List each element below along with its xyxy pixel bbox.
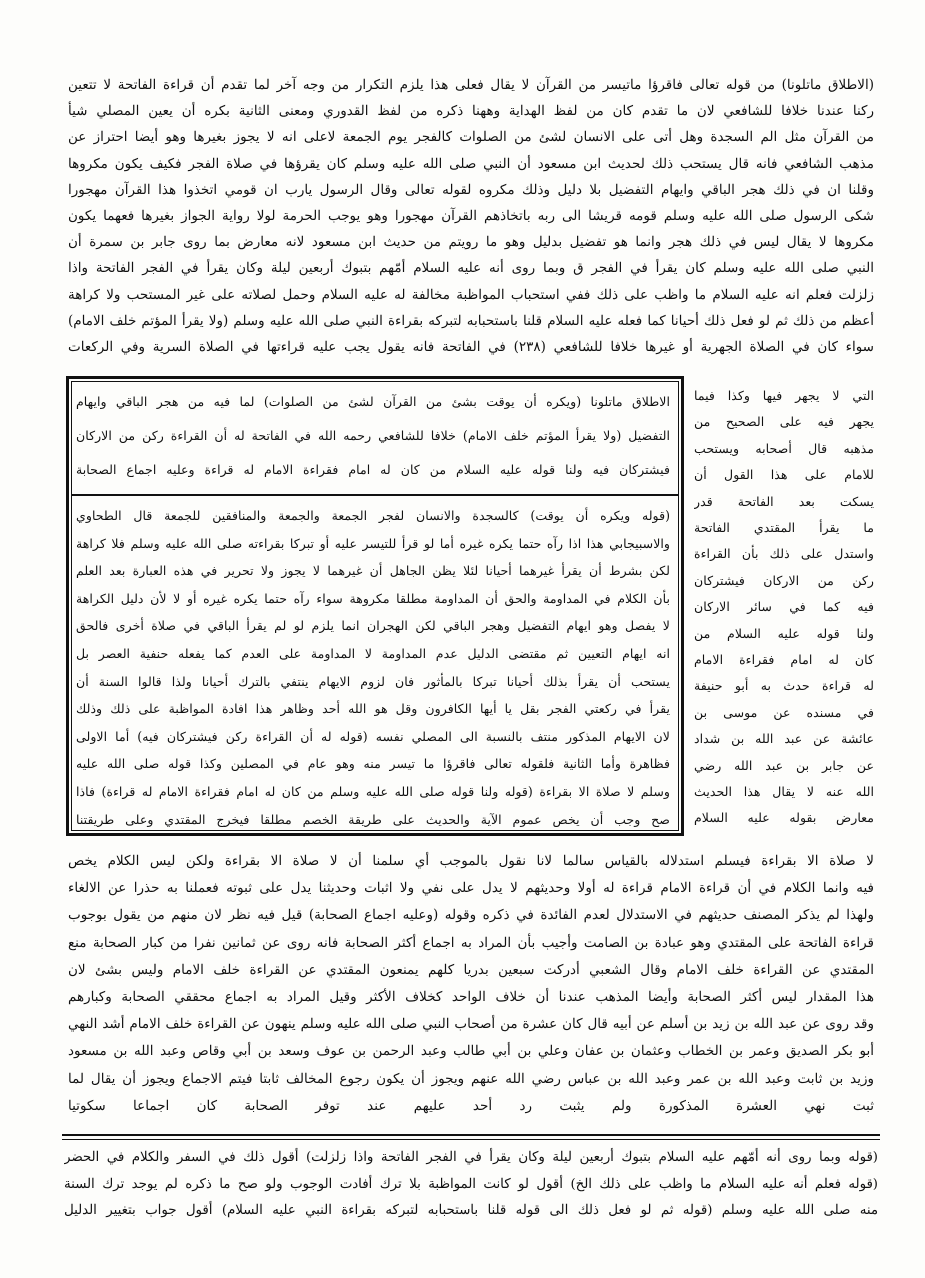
commentary-line: ركنا عندنا خلافا للشافعي لان ما تقدم كان من لفظ الهداية وههنا ذكره من لفظ القدوري ومعنى الثانية بكره أن يعين المصلي شيأ	[68, 103, 874, 120]
side-commentary-line: ركن من الاركان فيشتركان	[694, 572, 874, 588]
commentary-line: وقلنا ان في ذلك هجر الباقي وايهام التفضيل بلا دليل وذلك مكروه لقوله تعالى وقال الرسول يارب ان قومي اتخذوا هذا القرآن مهجورا	[68, 181, 874, 198]
footnote-separator	[62, 1134, 880, 1136]
commentary-line: وزيد بن ثابت وعبد الله بن عمر وعبد الله بن عباس رضي الله عنهم ويجوز أن يكون رجوع المخالف ثابتا فيتم الاجماع ويجوز أن يقال لما	[68, 1070, 874, 1087]
side-commentary-line: عائشة عن عبد الله بن شداد	[694, 731, 874, 747]
matn-line: فيشتركان فيه ولنا قوله عليه السلام من كان له امام فقراءة الامام له قراءة وعليه اجماع الصحابة	[76, 462, 670, 477]
matn-line: التفضيل (ولا يقرأ المؤتم خلف الامام) خلافا للشافعي رحمه الله في الفاتحة له أن القراءة ركن من الاركان	[76, 428, 670, 443]
gloss-line: بأن الكلام في المداومة والحق أن المداومة مطلقا مكروهة سواء رآه حتما يكره غيره أو لا لأن دليل الكراهة	[76, 590, 670, 606]
commentary-line: المقتدي عن القراءة خلف الامام وقال الشعبي أدركت سبعين بدريا كلهم يمنعون المقتدي عن القراءة خلف الامام وليس بشئ لان	[68, 961, 874, 978]
commentary-line: شكى الرسول صلى الله عليه وسلم قومه قريشا الى ربه باتخاذهم القرآن مهجورا وهو يوجب الحرمة لولا رواية الجواز بغيرها فعهما يكون	[68, 208, 874, 224]
matn-line: الاطلاق ماتلونا (ويكره أن يوقت بشئ من القرآن لشئ من الصلوات) لما فيه من هجر الباقي وايهام	[76, 394, 670, 409]
side-commentary-line: التي لا يجهر فيها وكذا فيما	[694, 388, 874, 403]
side-commentary-line: يسكت بعد الفاتحة قدر	[694, 493, 874, 509]
footnote-line: (قوله فعلم أنه عليه السلام ما واظب على ذلك الخ) أقول لو كانت المواظبة بلا ترك أفادت الوجوب ولو صح ما ذكره لم يوجد ترك السنة	[64, 1176, 878, 1192]
gloss-line: يقرأ في ركعتي الفجر بقل يا أيها الكافرون وقل هو الله أحد وظاهر هذا افادة المواظبة على ذلك وذلك	[76, 701, 670, 717]
footnote-line: منه صلى الله عليه وسلم (قوله ثم لو فعل ذلك الى قوله قلنا باستحبابه لتبركه بقراءة النبي عليه السلام) أقول جواب بتغيير الدليل	[64, 1203, 878, 1218]
commentary-line: لا صلاة الا بقراءة فيسلم استدلاله بالقياس سالما لانا نقول بالموجب أي سلمنا أن لا صلاة الا بقراءة ولكن ليس الكلام يخص	[68, 853, 874, 869]
commentary-line: أبو بكر الصديق وعمر بن الخطاب وعثمان بن عفان وعلي بن أبي طالب وعبد الرحمن بن عوف وسعد بن أبي وقاص وعبد الله بن مسعود	[68, 1043, 874, 1060]
commentary-line: زلزلت فعلم انه عليه السلام ما واظب على ذلك ففي استحباب المواظبة مخالفة له عليه السلام وحمل لصلاته على غير المستحب ولا كراهة	[68, 286, 874, 303]
commentary-line: ولهذا لم يذكر المصنف حديثهم في الاستدلال لعدم الفائدة في ذكره وقوله (وعليه اجماع الصحابة) قيل فيه نظر لان منهم من يقول بوجوب	[68, 907, 874, 924]
side-commentary-line: له قراءة حدث به أبو حنيفة	[694, 678, 874, 694]
side-commentary-line: ما يقرأ المقتدي الفاتحة	[694, 520, 874, 535]
side-commentary-line: يجهر فيه على الصحيح من	[694, 414, 874, 430]
gloss-line: يستحب أن يقرأ بذلك أحيانا تبركا بالمأثور فان لزوم الايهام ينتفي بالترك أحيانا ولذا قالوا السنة أن	[76, 673, 670, 689]
gloss-line: لا يفصل وهو ايهام التفضيل وهجر الباقي لكن الهجران انما يلزم لو لم يقرأ الباقي في صلاة أخرى فالحق	[76, 618, 670, 634]
commentary-line: مكروها لا يقال ليس في ذلك هجر وانما هو تفضيل بدليل وهو ما رويتم من حديث ابن مسعود لانه معارض بما روى جابر بن سمرة أن	[68, 234, 874, 251]
side-commentary-line: كان له امام فقراءة الامام	[694, 652, 874, 667]
commentary-line: وقد روى عن عبد الله بن زيد بن أسلم عن أبيه قال كان عشرة من أصحاب النبي صلى الله عليه وسلم ينهون عن القراءة خلف الامام أشد النهي	[68, 1016, 874, 1033]
side-commentary-line: للامام على هذا القول أن	[694, 467, 874, 483]
side-commentary-line: فيه كما في سائر الاركان	[694, 599, 874, 615]
commentary-line: فيه وانما الكلام في أن قراءة الامام قراءة له أولا وحديثهم لا يدل على نفي ولا اثبات وحديثنا يدل على ثبوته فعملنا به حذرا عن الالغاء	[68, 880, 874, 897]
side-commentary-line: عن جابر بن عبد الله رضي	[694, 757, 874, 773]
side-commentary-line: ولنا قوله عليه السلام من	[694, 625, 874, 641]
commentary-line: سواء كان في الصلاة الجهرية أو غيرها خلافا للشافعي (٢٣٨) في الفاتحة فانه يقول يجب عليه قراءتها في الصلاة السرية وفي الركعات	[68, 339, 874, 355]
commentary-line: قراءة الفاتحة على المقتدي وهو عبادة بن الصامت وأجيب بأن المراد به اجماع أكثر الصحابة فانه روى عن ثمانين نفرا من كبار الصحابة منع	[68, 934, 874, 951]
side-commentary-line: معارض بقوله عليه السلام	[694, 810, 874, 826]
commentary-line: النبي صلى الله عليه وسلم كان يقرأ في الفجر ق وبما روى أنه عليه السلام أمّهم بتبوك أربعين ليلة وكان يقرأ في الفجر الفاتحة واذا	[68, 260, 874, 277]
footnote-line: (قوله وبما روى أنه أمّهم عليه السلام بتبوك أربعين ليلة وكان يقرأ في الفجر الفاتحة واذا زلزلت) أقول ذلك في السفر والكلام في الحضر	[64, 1150, 878, 1165]
gloss-line: لان الايهام المذكور منتف بالنسبة الى المصلي نفسه (قوله له أن القراءة ركن فيشتركان فيه) أما الاولى	[76, 728, 670, 744]
gloss-line: صح وجب أن يخص عموم الآية والحديث على طريقة الخصم مطلقا فيخرج المقتدي وعلى طريقتنا	[76, 811, 670, 827]
commentary-line: (الاطلاق ماتلونا) من قوله تعالى فاقرؤا ماتيسر من القرآن لا يقال فعلى هذا يلزم التكرار من وجه آخر لما تقدم أن قراءة الفاتحة لا تتعين	[68, 77, 874, 93]
side-commentary-line: في مسنده عن موسى بن	[694, 704, 874, 720]
commentary-line: مذهب الشافعي فانه قال يستحب ذلك لحديث ابن مسعود أن النبي صلى الله عليه وسلم كان يقرؤها في صلاة الفجر فكيف يكون مكروها	[68, 155, 874, 172]
side-commentary-line: مذهبه قال أصحابه ويستحب	[694, 440, 874, 456]
gloss-line: انه ايهام التعيين ثم مقتضى الدليل عدم المداومة لا المداومة على العدم كما يفعله حنفية العصر بل	[76, 646, 670, 661]
footnote-separator-thin	[62, 1139, 880, 1140]
side-commentary-line: الله عنه لا يقال هذا الحديث	[694, 784, 874, 799]
gloss-line: فظاهرة وأما الثانية فلقوله تعالى فاقرؤا ما تيسر منه وهو عام في المصلين وكذا قوله صلى الله عليه	[76, 756, 670, 772]
gloss-line: وسلم لا صلاة الا بقراءة (قوله ولنا قوله صلى الله عليه وسلم من كان له امام فقراءة الامام له قراءة) فاذا	[76, 784, 670, 799]
commentary-line: من القرآن مثل الم السجدة وهل أتى على الانسان لشئ من الصلوات كالفجر يوم الجمعة لاعلى انه لا يجوز بغيرها وهو أيضا احتراز عن	[68, 129, 874, 146]
gloss-line: لكن بشرط أن يقرأ غيرهما أحيانا لئلا يظن الجاهل أن غيرهما لا يجوز ولا تحرير في هذه العبارة بعد العلم	[76, 563, 670, 579]
commentary-line: أعظم من ذلك ثم لو فعل ذلك أحيانا كما فعله عليه السلام قلنا باستحبابه لتبركه بقراءة النبي صلى الله عليه وسلم (ولا يقرأ المؤتم خلف الامام)	[68, 312, 874, 329]
commentary-line: ثبت نهي العشرة المذكورة ولم يثبت رد أحد عليهم عند توفر الصحابة كان اجماعا سكوتيا	[68, 1097, 874, 1114]
gloss-line: (قوله ويكره أن يوقت) كالسجدة والانسان لفجر الجمعة والجمعة والمنافقين للجمعة قال الطحاوي	[76, 508, 670, 523]
gloss-line: والاسبيجابي هذا اذا رآه حتما يكره غيره أما لو قرأ للتيسر عليه أو تبركا بقراءته صلى الله عليه وسلم فلا كراهة	[76, 535, 670, 551]
matn-box-divider	[72, 494, 678, 496]
commentary-line: هذا المقدار ليس أكثر الصحابة وأيضا المذهب عندنا أن خلاف الواحد كخلاف الأكثر وقيل المراد به اجماع محققي الصحابة وكبارهم	[68, 989, 874, 1005]
side-commentary-line: واستدل على ذلك بأن القراءة	[694, 546, 874, 562]
